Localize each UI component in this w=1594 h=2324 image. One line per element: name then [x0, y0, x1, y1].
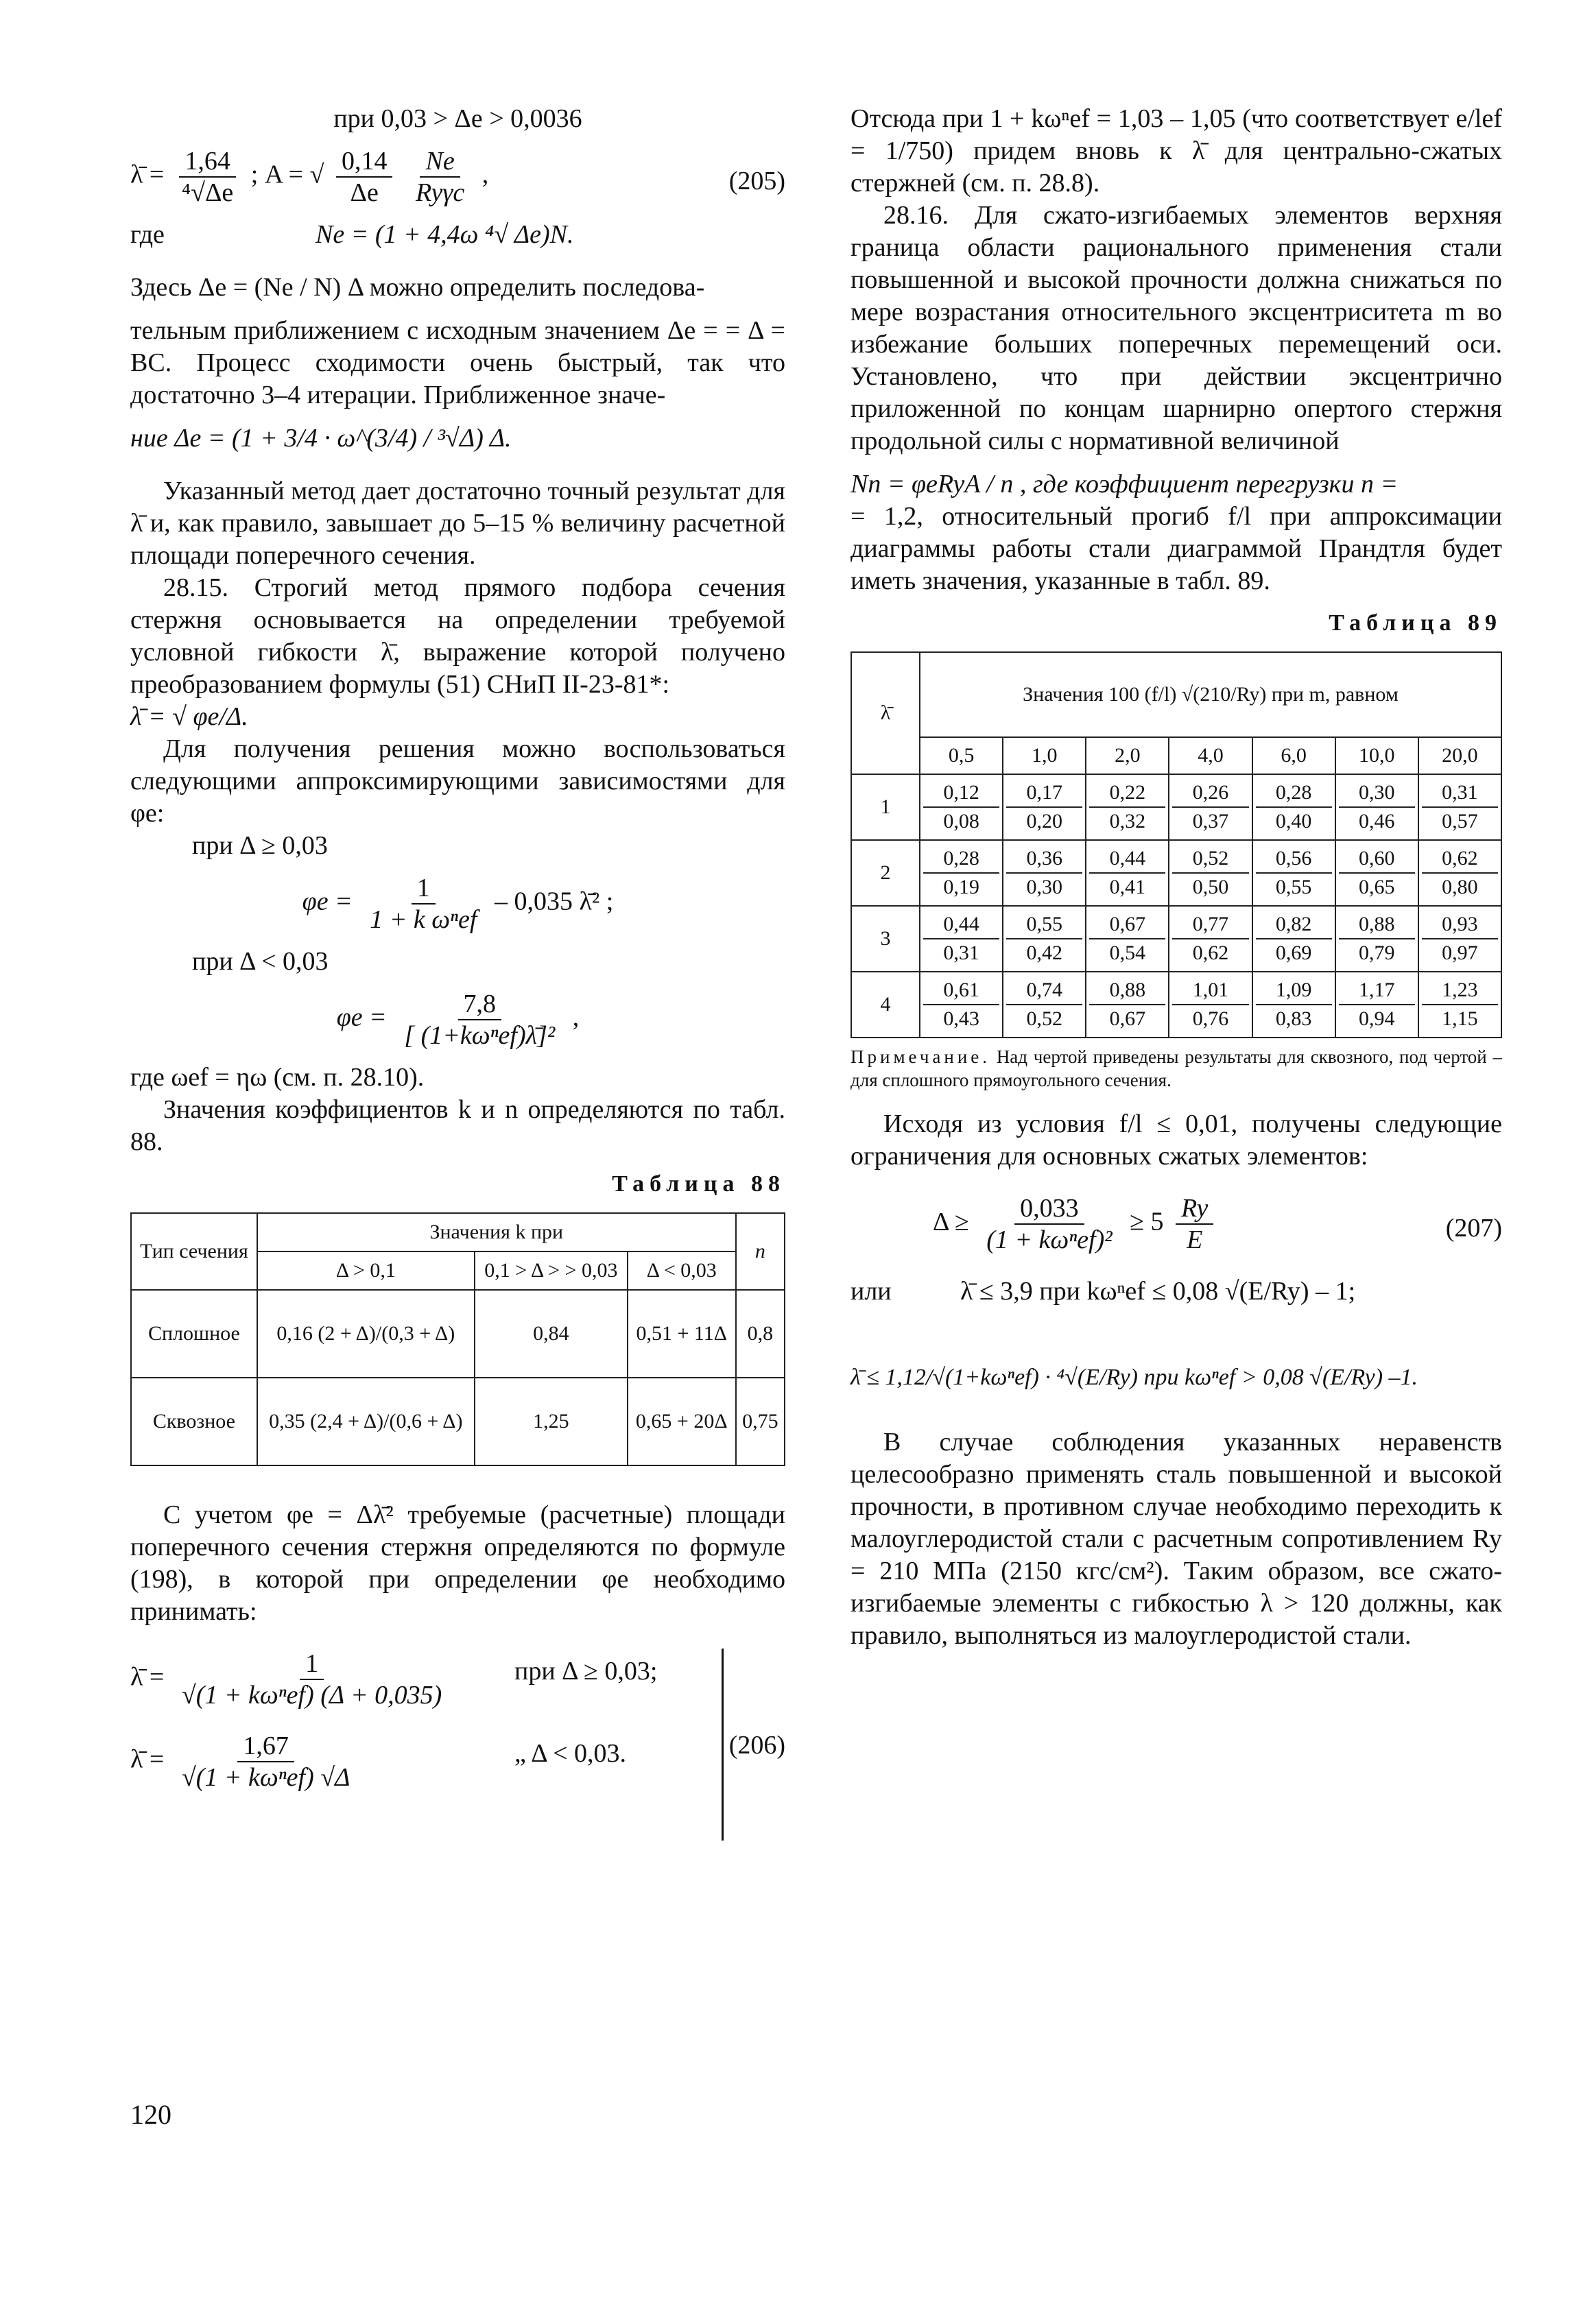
formula-206: λ̄ = $\frac{1}{\text{√(1 + kωⁿef) (Δ + 0,035)}}$ при Δ ≥ 0,03; λ̄ = $\frac{1,67}{\text{√(1 + kωⁿef) √Δ}}$ „ Δ < 0,03. (206)	[130, 1649, 785, 1793]
condition-text: при Δ < 0,03	[192, 947, 329, 976]
where-text: где ωef = ηω (см. п. 28.10).	[130, 1063, 425, 1092]
paragraph: Исходя из условия f/l ≤ 0,01, получены следующие ограничения для основных сжатых элементов:	[850, 1110, 1502, 1171]
paragraph: Для получения решения можно воспользоваться следующими аппроксимирующими зависимостями для φe:	[130, 734, 785, 828]
formula-207: Δ ≥ $\frac{0,033}{\text{(1 + kωⁿef)²}}$ ≥ 5 $\frac{Ry}{E}$ (207)	[933, 1194, 1502, 1254]
table-header: Тип сечения	[131, 1213, 257, 1290]
ne-formula: где Ne = (1 + 4,4ω ⁴√ Δe)N.	[130, 220, 574, 249]
brace	[722, 1649, 724, 1841]
table-row: 4 0,61 0,43 0,74 0,52 0,88 0,67 1,01 0,76 1,09 0,83 1,17 0,94 1,23 1,15	[851, 972, 1501, 1038]
table-header: Значения k при	[257, 1213, 736, 1251]
table-row: 1 0,12 0,08 0,17 0,20 0,22 0,32 0,26 0,37 0,28 0,40 0,30 0,46 0,31 0,57	[851, 774, 1501, 840]
paragraph: тельным приближением с исходным значением Δe = = Δ = BC. Процесс сходимости очень быстрый, так что достаточно 3–4 итерации. Приближенное значе-	[130, 316, 785, 409]
formula-205: λ̄ = $\frac{1,64}{\text{⁴√Δe}}$ ; A = √ $\frac{0,14}{\Delta e}$ $\frac{Ne}{\text{Ryγc}}$ , (205)	[130, 147, 785, 207]
here-line: Здесь Δe = (Ne / N) Δ можно определить последова-	[130, 273, 705, 302]
table-header: Δ > 0,1	[257, 1251, 475, 1290]
right-column	[850, 103, 1502, 1652]
table-header: n	[736, 1213, 785, 1290]
table-row: Сплошное 0,16 (2 + Δ)/(0,3 + Δ) 0,84 0,51 + 11Δ 0,8	[131, 1290, 785, 1378]
inequality-1: или λ̄ ≤ 3,9 при kωⁿef ≤ 0,08 √(E/Ry) – 1;	[850, 1277, 1356, 1306]
table-header: Δ < 0,03	[628, 1251, 736, 1290]
equation-number: (207)	[1445, 1214, 1502, 1243]
table-row: Сквозное 0,35 (2,4 + Δ)/(0,6 + Δ) 1,25 0,65 + 20Δ 0,75	[131, 1378, 785, 1465]
paragraph: = 1,2, относительный прогиб f/l при аппроксимации диаграммы работы стали диаграммой Прандтля будет иметь значения, указанные в табл. 89.	[850, 502, 1502, 595]
paragraph: Указанный метод дает достаточно точный результат для λ̄ и, как правило, завышает до 5–15 % величину расчетной площади поперечного сечения.	[130, 477, 785, 570]
nn-formula: Nn = φeRyA / n , где коэффициент перегрузки n =	[850, 470, 1399, 499]
paragraph: Отсюда при 1 + kωⁿef = 1,03 – 1,05 (что соответствует e/lef = 1/750) придем вновь к λ̄ для центрально-сжатых стержней (см. п. 28.8).	[850, 104, 1502, 197]
paragraph: 28.16. Для сжато-изгибаемых элементов верхняя граница области рационального применения стали повышенной и высокой прочности должна снижаться по мере возрастания относительного эксцентриситета m во избежание больших поперечных перемещений оси. Установлено, что при действии эксцентрично приложенной по концам шарнирно опертого стержня продольной силы с нормативной величиной	[850, 201, 1502, 455]
table-caption: Таблица 89	[1329, 610, 1502, 636]
condition-text: при Δ ≥ 0,03	[192, 831, 328, 860]
table-header: Значения 100 (f/l) √(210/Ry) при m, равном	[920, 652, 1501, 737]
paragraph: 28.15. Строгий метод прямого подбора сечения стержня основывается на определении требуемой условной гибкости λ̄, выражение которой получено преобразованием формулы (51) СНиП II-23-81*:	[130, 573, 785, 699]
table-caption: Таблица 88	[612, 1171, 785, 1197]
paragraph: В случае соблюдения указанных неравенств целесообразно применять сталь повышенной и высокой прочности, в противном случае необходимо переходить к малоуглеродистой стали с расчетным сопротивлением Ry = 210 МПа (2150 кгс/см²). Таким образом, все сжато-изгибаемые элементы с гибкостью λ > 120 должны, как правило, выполняться из малоуглеродистой стали.	[850, 1428, 1502, 1650]
table-header: 0,1 > Δ > > 0,03	[475, 1251, 628, 1290]
page-number: 120	[130, 2099, 171, 2130]
approx-formula: ние Δe = (1 + 3/4 · ω^(3/4) / ³√Δ) Δ.	[130, 424, 512, 453]
table-row: 2 0,28 0,19 0,36 0,30 0,44 0,41 0,52 0,50 0,56 0,55 0,60 0,65 0,62 0,80	[851, 840, 1501, 906]
phi-formula-1: φe = $\frac{1}{\text{1 + k ωⁿef}}$ – 0,035 λ̄² ;	[302, 874, 614, 934]
equation-number: (205)	[728, 167, 785, 195]
table-header: λ̄	[851, 652, 920, 774]
table-88	[130, 1212, 785, 1466]
condition-text: при 0,03 > Δe > 0,0036	[333, 104, 582, 133]
phi-formula-2: φe = $\frac{7,8}{\text{[ (1+kωⁿef)λ̄]²}}$ ,	[336, 990, 580, 1050]
paragraph: Значения коэффициентов k и n определяются по табл. 88.	[130, 1095, 785, 1156]
left-column	[130, 103, 785, 1793]
equation-number: (206)	[728, 1731, 785, 1760]
inequality-2: λ̄ ≤ 1,12/√(1+kωⁿef) · ⁴√(E/Ry) при kωⁿef > 0,08 √(E/Ry) –1.	[850, 1365, 1418, 1390]
table-row: 3 0,44 0,31 0,55 0,42 0,67 0,54 0,77 0,62 0,82 0,69 0,88 0,79 0,93 0,97	[851, 906, 1501, 972]
table-note: Примечание. Над чертой приведены результаты для сквозного, под чертой – для сплошного прямоугольного сечения.	[850, 1046, 1503, 1090]
table-89: λ̄ Значения 100 (f/l) √(210/Ry) при m, равном 0,5 1,0 2,0 4,0 6,0 10,0 20,0 1 0,12 0,08 0,17 0,20 0,22 0,32 0,26 0,37 0,28 0,40 0,30 0,46 0,31 0,57 2 0,28 0,19 0,36 0,30 0,44 0,41 0,52 0,50 0,56 0,55 0,60 0,65 0,62 0,80 3 0,44 0,31 0,55 0,42 0,67 0,54 0,77 0,62 0,82 0,69 0,88 0,79 0,93 0,97 4 0,61 0,43 0,74 0,52 0,88 0,67 1,01 0,76 1,09 0,83 1,17 0,94 1,23 1,15	[850, 651, 1502, 1038]
lambda-formula: λ̄ = √ φe/Δ.	[130, 702, 248, 731]
paragraph: С учетом φe = Δλ̄² требуемые (расчетные) площади поперечного сечения стержня определяются по формуле (198), в которой при определении φe необходимо принимать:	[130, 1500, 785, 1626]
